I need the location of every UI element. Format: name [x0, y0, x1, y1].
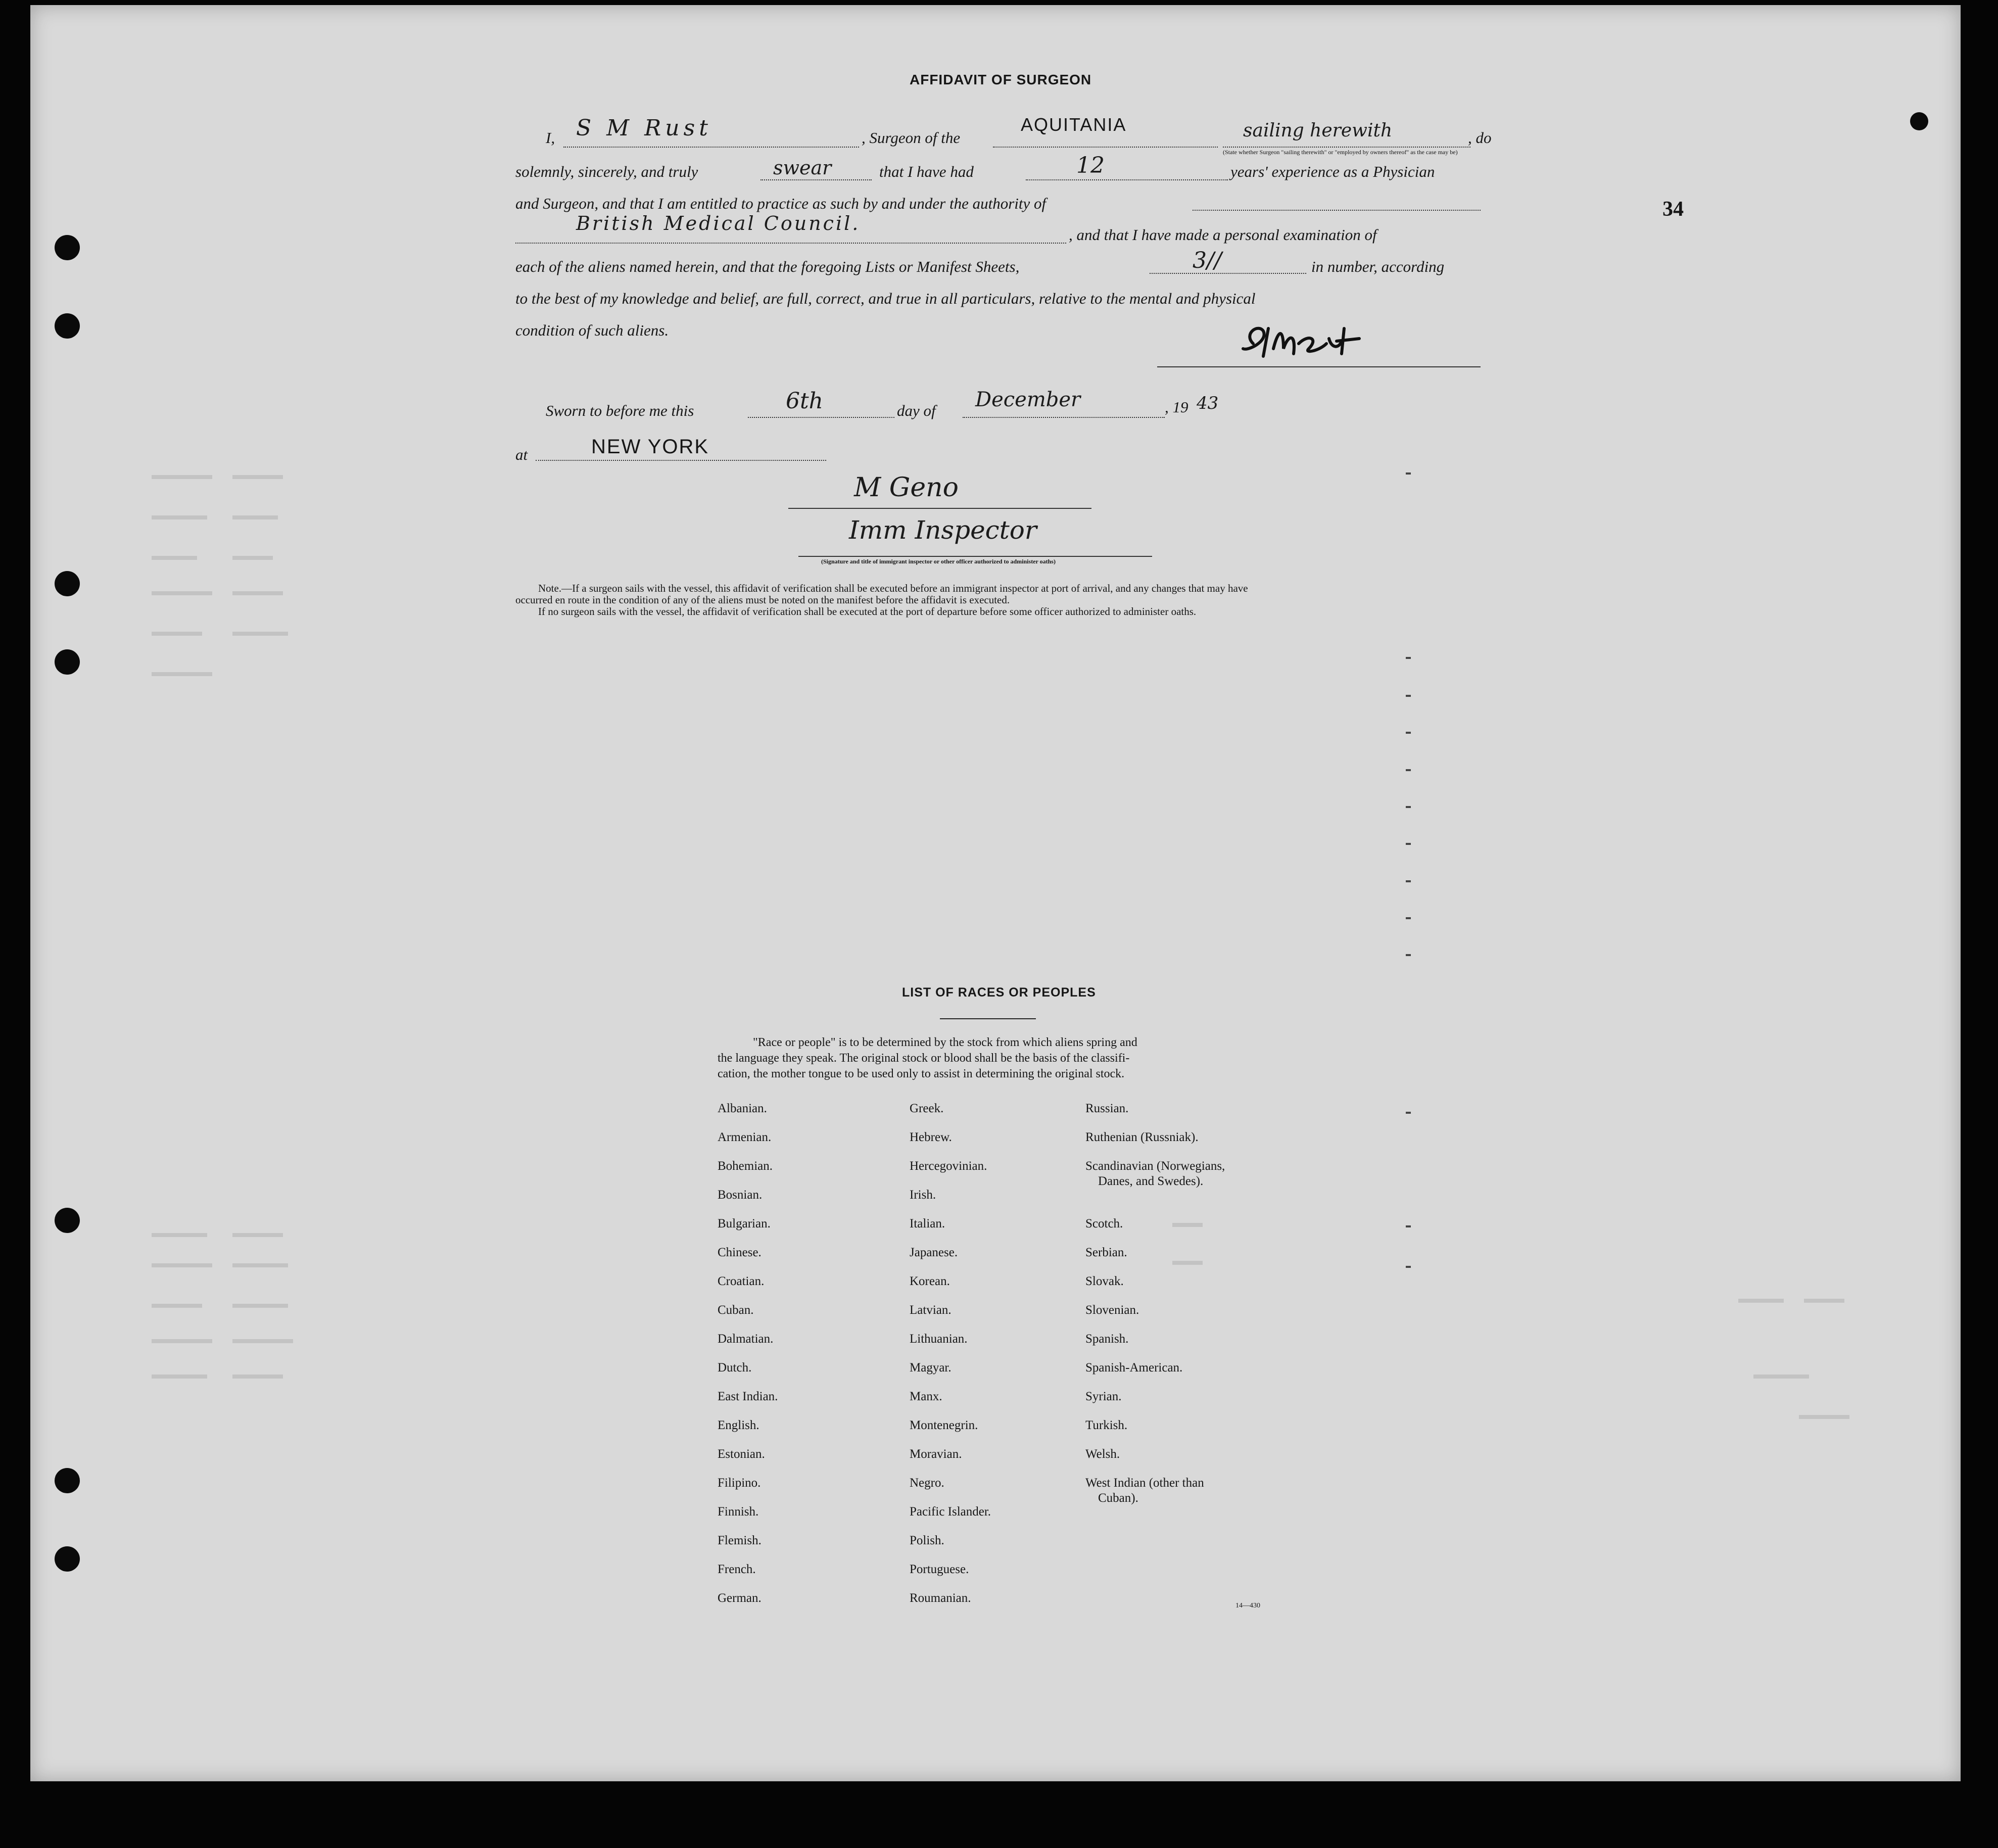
race-item: Russian.: [1085, 1102, 1129, 1115]
affidavit-text: each of the aliens named herein, and that the foregoing Lists or Manifest Sheets,: [515, 258, 1020, 275]
race-item: Syrian.: [1085, 1390, 1122, 1403]
sheet-count: 3//: [1193, 248, 1222, 273]
sworn-month: December: [975, 388, 1081, 411]
margin-dash: [1406, 917, 1411, 919]
signature-line: [798, 556, 1152, 557]
bleed-mark: [232, 515, 278, 519]
race-item: German.: [718, 1591, 762, 1605]
inspector-signature: M Geno: [854, 472, 959, 503]
fill-line: [536, 460, 826, 461]
binder-hole: [55, 1546, 80, 1572]
race-item: Montenegrin.: [910, 1418, 978, 1432]
bleed-mark: [152, 1263, 212, 1267]
vessel-name: AQUITANIA: [1021, 114, 1127, 135]
bleed-mark: [152, 1375, 207, 1379]
affidavit-text: , do: [1468, 129, 1492, 147]
race-item: Armenian.: [718, 1130, 772, 1144]
fill-line: [1223, 147, 1470, 148]
surgeon-name: S M Rust: [576, 115, 712, 141]
race-item: English.: [718, 1418, 759, 1432]
race-item: Flemish.: [718, 1534, 762, 1547]
oath-type: swear: [773, 157, 832, 179]
margin-dash: [1406, 1112, 1411, 1114]
sailing-note: (State whether Surgeon "sailing therewith" or "employed by owners thereof" as the case may be): [1223, 149, 1458, 156]
binder-hole: [55, 1468, 80, 1493]
margin-dash: [1406, 880, 1411, 882]
affidavit-text: years' experience as a Physician: [1230, 163, 1435, 180]
affidavit-text: I,: [546, 129, 555, 147]
bleed-mark: [152, 591, 212, 595]
margin-dash: [1406, 1225, 1411, 1227]
signature-caption: (Signature and title of immigrant inspector or other officer authorized to administer oaths): [821, 558, 1056, 565]
title-rule: [940, 1018, 1036, 1019]
race-item: Cuban).: [1085, 1491, 1138, 1505]
bleed-mark: [152, 1233, 207, 1237]
fill-line: [563, 147, 859, 148]
bleed-mark: [232, 1339, 293, 1343]
affidavit-text: that I have had: [879, 163, 974, 180]
affidavit-note: If no surgeon sails with the vessel, the affidavit of verification shall be executed at the port of departure before some officer authorized to administer oaths.: [538, 605, 1197, 618]
races-intro: cation, the mother tongue to be used only to assist in determining the original stock.: [718, 1067, 1125, 1080]
race-item: Bosnian.: [718, 1188, 763, 1202]
race-item: Italian.: [910, 1217, 945, 1230]
race-item: Finnish.: [718, 1505, 759, 1519]
race-item: Scotch.: [1085, 1217, 1123, 1230]
affidavit-text: at: [515, 446, 528, 463]
affidavit-text: day of: [897, 402, 936, 419]
affidavit-text: in number, according: [1311, 258, 1445, 275]
margin-dash: [1406, 657, 1411, 659]
race-item: Polish.: [910, 1534, 944, 1547]
bleed-mark: [152, 632, 202, 636]
years-experience: 12: [1076, 153, 1105, 178]
race-item: Danes, and Swedes).: [1085, 1174, 1204, 1188]
bleed-mark: [152, 515, 207, 519]
race-item: Chinese.: [718, 1246, 762, 1259]
fill-line: [1026, 179, 1228, 180]
race-item: Portuguese.: [910, 1562, 969, 1576]
affidavit-text: solemnly, sincerely, and truly: [515, 163, 698, 180]
bleed-mark: [232, 1304, 288, 1308]
race-item: Roumanian.: [910, 1591, 971, 1605]
inspector-title: Imm Inspector: [849, 515, 1037, 545]
fill-line: [748, 417, 894, 418]
bleed-mark: [1804, 1299, 1844, 1303]
fill-line: [515, 243, 1066, 244]
race-item: East Indian.: [718, 1390, 778, 1403]
bleed-mark: [152, 475, 212, 479]
race-item: Bohemian.: [718, 1159, 773, 1173]
race-item: Bulgarian.: [718, 1217, 771, 1230]
race-item: French.: [718, 1562, 756, 1576]
race-item: Moravian.: [910, 1447, 962, 1461]
binder-hole: [55, 1208, 80, 1233]
race-item: Lithuanian.: [910, 1332, 968, 1346]
race-item: Spanish.: [1085, 1332, 1129, 1346]
sailing-status: sailing herewith: [1243, 120, 1393, 141]
margin-dash: [1406, 695, 1411, 697]
affidavit-text: Sworn to before me this: [546, 402, 694, 419]
bleed-mark: [232, 1375, 283, 1379]
bleed-mark: [1799, 1415, 1849, 1419]
affidavit-text: , and that I have made a personal examination of: [1069, 226, 1377, 244]
affidavit-note: occurred en route in the condition of any of the aliens must be noted on the manifest before the affidavit is executed.: [515, 594, 1010, 606]
affidavit-text: condition of such aliens.: [515, 321, 669, 339]
race-item: Spanish-American.: [1085, 1361, 1183, 1375]
fill-line: [963, 417, 1165, 418]
race-item: Scandinavian (Norwegians,: [1085, 1159, 1225, 1173]
race-item: Hercegovinian.: [910, 1159, 987, 1173]
sworn-year: 43: [1197, 393, 1219, 413]
margin-dash: [1406, 954, 1411, 956]
margin-dash: [1406, 732, 1411, 734]
race-item: Estonian.: [718, 1447, 765, 1461]
race-item: Negro.: [910, 1476, 944, 1490]
affidavit-title: AFFIDAVIT OF SURGEON: [910, 72, 1092, 87]
signature-line: [1157, 366, 1481, 367]
bleed-mark: [232, 632, 288, 636]
races-intro: "Race or people" is to be determined by the stock from which aliens spring and: [753, 1036, 1137, 1049]
margin-dash: [1406, 1266, 1411, 1268]
margin-dash: [1406, 769, 1411, 771]
bleed-mark: [152, 1339, 212, 1343]
sworn-day: 6th: [786, 388, 824, 414]
fill-line: [1150, 273, 1306, 274]
race-item: Turkish.: [1085, 1418, 1128, 1432]
race-item: Pacific Islander.: [910, 1505, 991, 1519]
page-number: 34: [1662, 198, 1684, 221]
licensing-authority: British Medical Council.: [576, 212, 861, 234]
surgeon-signature: [1233, 313, 1395, 371]
race-item: Manx.: [910, 1390, 942, 1403]
bleed-mark: [1172, 1261, 1203, 1265]
bleed-mark: [152, 556, 197, 560]
race-item: Dutch.: [718, 1361, 752, 1375]
affidavit-text: , 19: [1165, 398, 1188, 416]
race-item: Ruthenian (Russniak).: [1085, 1130, 1199, 1144]
race-item: Slovenian.: [1085, 1303, 1139, 1317]
races-title: LIST OF RACES OR PEOPLES: [902, 985, 1096, 1000]
affidavit-note: Note.—If a surgeon sails with the vessel, this affidavit of verification shall be executed before an immigrant inspector at port of arrival, and any changes that may have: [538, 582, 1248, 594]
fill-line: [1193, 210, 1481, 211]
race-item: Dalmatian.: [718, 1332, 774, 1346]
race-item: Serbian.: [1085, 1246, 1127, 1259]
race-item: Latvian.: [910, 1303, 952, 1317]
binder-hole: [55, 571, 80, 596]
margin-dash: [1406, 843, 1411, 845]
binder-hole: [55, 235, 80, 260]
form-number: 14—430: [1235, 1602, 1260, 1609]
bleed-mark: [232, 1233, 283, 1237]
affidavit-text: and Surgeon, and that I am entitled to practice as such by and under the authority of: [515, 195, 1046, 212]
bleed-mark: [232, 475, 283, 479]
race-item: Slovak.: [1085, 1274, 1124, 1288]
bleed-mark: [232, 591, 283, 595]
fill-line: [993, 147, 1218, 148]
margin-dash: [1406, 806, 1411, 808]
race-item: Korean.: [910, 1274, 950, 1288]
signature-line: [788, 508, 1091, 509]
race-item: Japanese.: [910, 1246, 958, 1259]
race-item: West Indian (other than: [1085, 1476, 1204, 1490]
fill-line: [760, 179, 872, 180]
margin-dash: [1406, 472, 1411, 475]
races-intro: the language they speak. The original stock or blood shall be the basis of the classifi-: [718, 1052, 1130, 1065]
race-item: Filipino.: [718, 1476, 761, 1490]
bleed-mark: [152, 1304, 202, 1308]
bleed-mark: [152, 672, 212, 676]
binder-hole: [1910, 112, 1928, 130]
race-item: Cuban.: [718, 1303, 754, 1317]
bleed-mark: [232, 1263, 288, 1267]
race-item: Magyar.: [910, 1361, 952, 1375]
binder-hole: [55, 649, 80, 675]
bleed-mark: [232, 556, 273, 560]
affidavit-text: to the best of my knowledge and belief, are full, correct, and true in all particulars, relative to the mental and physical: [515, 290, 1256, 307]
bleed-mark: [1738, 1299, 1784, 1303]
affidavit-text: , Surgeon of the: [862, 129, 961, 147]
race-item: Welsh.: [1085, 1447, 1120, 1461]
race-item: Greek.: [910, 1102, 944, 1115]
binder-hole: [55, 313, 80, 339]
bleed-mark: [1753, 1375, 1809, 1379]
race-item: Irish.: [910, 1188, 936, 1202]
race-item: Hebrew.: [910, 1130, 952, 1144]
sworn-place: NEW YORK: [591, 436, 709, 458]
bleed-mark: [1172, 1223, 1203, 1227]
race-item: Croatian.: [718, 1274, 765, 1288]
race-item: Albanian.: [718, 1102, 767, 1115]
